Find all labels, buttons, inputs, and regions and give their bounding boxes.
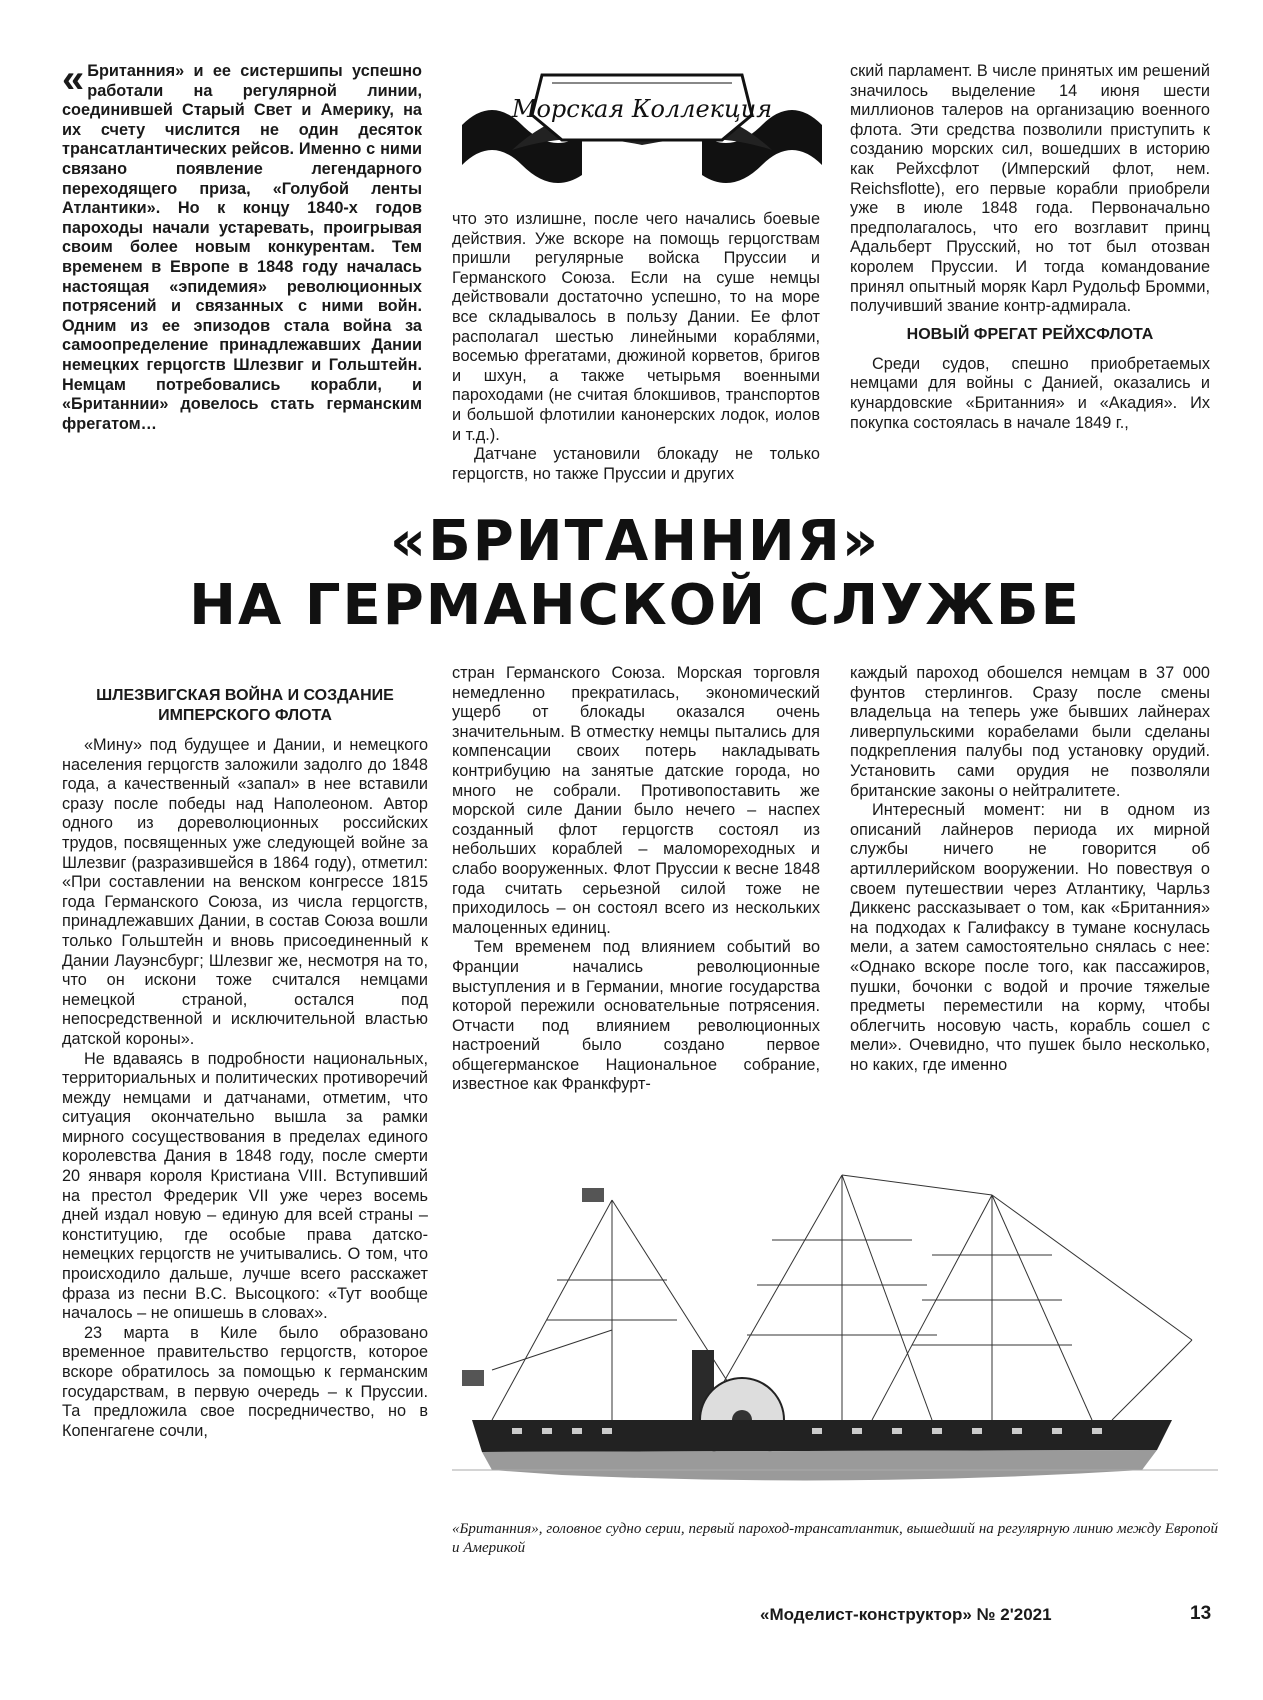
paragraph: «Мину» под будущее и Дании, и немецкого населения герцогств заложили задолго до 1848 года, а качественный «запал» в нее вставили сразу после победы над Наполеоном. Автор одного из дореволюционных российских трудов, посвященных уже следующей войне за Шлезвиг (разразившейся в 1864 году), отметил: «При составлении на венском конгрессе 1815 года Германского Союза, из числа герцогств, принадлежавших Дании, в состав Союза вошли только Гольштейн и вновь присоединенный к Дании Лауэнсбург; Шлезвиг же, несмотря на то, что он искони тоже считался немцами немецкой страной, остался под непосредственной и исключительной властью датской короны». <box>62 736 428 1048</box>
magazine-issue: «Моделист-конструктор» № 2'2021 <box>760 1605 1052 1624</box>
intro-text <box>62 57 422 434</box>
intro-dropcap: « <box>62 57 85 101</box>
article-title <box>120 510 1150 638</box>
left-column <box>62 678 428 1441</box>
rubric-banner-emblem <box>452 55 832 205</box>
paragraph: стран Германского Союза. Морская торговля немедленно прекратилась, экономический ущерб от блокады оказался очень значительным. В отместку немцы пытались для компенсации своих потерь накладывать контрибуцию на занятые датские города, но много не собрали. Противопоставить же морской силе Дании было нечего – наспех созданный флот герцогств состоял из небольших кораблей – маломореходных и слабо вооруженных. Флот Пруссии к весне 1848 года считать серьезной силой тоже не приходилось – он состоял всего из нескольких малоценных единиц. <box>452 664 820 937</box>
paragraph: Среди судов, спешно приобретаемых немцами для войны с Данией, оказались и кунардовские «Британния» и «Акадия». Их покупка состоялась в начале 1849 г., <box>850 354 1210 432</box>
top-middle-column <box>452 210 820 484</box>
title-line: «БРИТАННИЯ» <box>389 509 881 574</box>
intro-paragraph: Британния» и ее систершипы успешно работали на регулярной линии, соединившей Старый Свет и Америку, на их счету числится не один десяток трансатлантических рейсов. Именно с ними связано появление легендарного переходящего приза, «Голубой ленты Атлантики». Но к концу 1840-х годов пароходы начали устаревать, проигрывая своим более новым конкурентам. Тем временем в Европе в 1848 году началась настоящая «эпидемия» революционных потрясений и связанных с ними войн. Одним из ее эпизодов стала война за самоопределение принадлежавших Дании немецких герцогств Шлезвиг и Гольштейн. Немцам потребовались корабли, и «Британнии» довелось стать германским фрегатом… <box>62 62 422 433</box>
section-heading: ШЛЕЗВИГСКАЯ ВОЙНА И СОЗДАНИЕ ИМПЕРСКОГО ФЛОТА <box>96 687 394 724</box>
paragraph: 23 марта в Киле было образовано временное правительство герцогств, которое вскоре обратилось за помощью к германским государствам, в первую очередь – к Пруссии. Та предложила свое посредничество, но в Копенгагене сочли, <box>62 1323 428 1440</box>
middle-column <box>452 664 820 1095</box>
ship-illustration <box>452 1170 1218 1508</box>
rubric-label: Морская Коллекция <box>511 95 773 123</box>
paragraph: ский парламент. В числе принятых им решений значилось выделение 14 июня шести миллионов талеров на организацию военного флота. Эти средства позволили приступить к созданию морских сил, вошедших в историю как Рейхсфлот (Имперский флот, нем. Reichsflotte), его первые корабли приобрели уже в июле 1848 года. Первоначально предполагалось, что его возглавит принц Адальберт Прусский, но тот был отозван королем Пруссии. И тогда командование принял опытный моряк Карл Рудольф Бромми, получивший звание контр-адмирала. <box>850 62 1210 316</box>
section-heading: НОВЫЙ ФРЕГАТ РЕЙХСФЛОТА <box>906 325 1154 343</box>
paragraph: Не вдаваясь в подробности национальных, территориальных и политических противоречий между немцами и датчанами, отметим, что ситуация окончательно вышла за рамки мирного сосуществования в пределах единого королевства Дания в 1848 году, после смерти 20 января короля Кристиана VIII. Вступивший на престол Фредерик VII уже через восемь дней издал новую – единую для всей страны – конституцию, где особые права датско-немецких герцогств не учитывались. О том, что происходило дальше, лучше всего расскажет фраза из песни В.С. Высоцкого: «Тут вообще началось – не опишешь в словах». <box>62 1049 428 1323</box>
title-line: НА ГЕРМАНСКОЙ СЛУЖБЕ <box>189 573 1081 638</box>
paragraph: Тем временем под влиянием событий во Франции начались революционные выступления и в Германии, многие государства которой пережили основательные потрясения. Отчасти под влиянием революционных настроений было создано первое общегерманское Национальное собрание, известное как Франкфурт- <box>452 938 820 1094</box>
paragraph: что это излишне, после чего начались боевые действия. Уже вскоре на помощь герцогствам пришли регулярные войска Пруссии и Германского Союза. Если на суше немцы действовали достаточно успешно, то на море все складывалось в пользу Дании. Ее флот располагал шестью линейными кораблями, восемью фрегатами, дюжиной корветов, бригов и шхун, а также четырьмя военными пароходами (не считая блокшивов, транспортов и большой флотилии канонерских лодок, иолов и т.д.). <box>452 210 820 444</box>
figure-caption: «Британния», головное судно серии, первый пароход-трансатлантик, вышедший на регулярную линию между Европой и Америкой <box>452 1521 1218 1556</box>
top-right-column <box>850 62 1210 433</box>
paragraph: каждый пароход обошелся немцам в 37 000 фунтов стерлингов. Сразу после смены владельца на теперь уже бывших лайнерах ливерпульскими корабелами были сделаны подкрепления палубы под установку орудий. Установить сами орудия не позволяли британские законы о нейтралитете. <box>850 664 1210 800</box>
right-column <box>850 664 1210 1075</box>
paragraph: Датчане установили блокаду не только герцогств, но также Пруссии и других <box>452 445 820 483</box>
paragraph: Интересный момент: ни в одном из описаний лайнеров периода их мирной службы ничего не говорится об артиллерийском вооружении. Но повествуя о своем путешествии через Атлантику, Чарльз Диккенс рассказывает о том, как «Британния» на подходах к Галифаксу в тумане коснулась мели, а затем самостоятельно снялась с нее: «Однако вскоре после того, как пассажиров, пушки, бочонки с водой и прочие тяжелые предметы переместили на корму, чтобы облегчить носовую часть, корабль сошел с мели». Очевидно, что пушек было несколько, но каких, где именно <box>850 801 1210 1074</box>
page-number: 13 <box>1190 1603 1212 1624</box>
